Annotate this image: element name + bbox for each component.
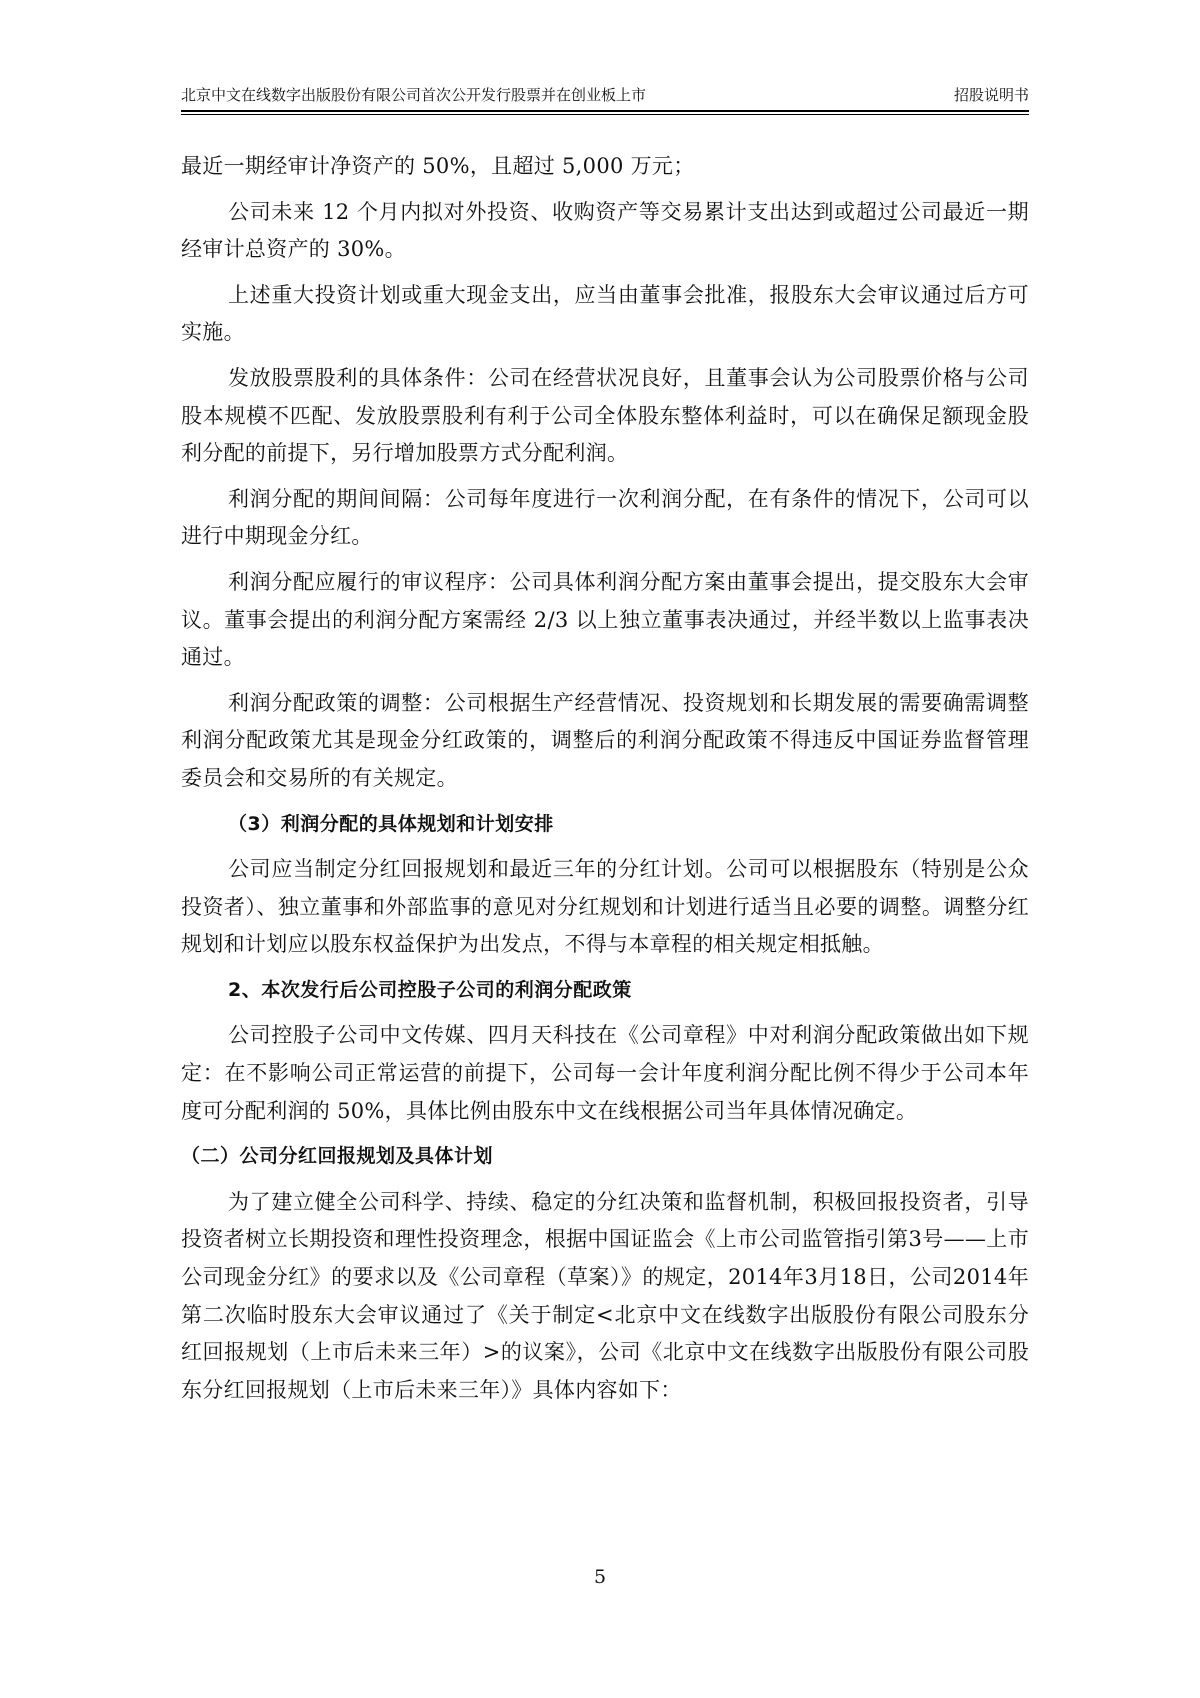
paragraph: 利润分配应履行的审议程序：公司具体利润分配方案由董事会提出，提交股东大会审议。董事会提出的利润分配方案需经 2/3 以上独立董事表决通过，并经半数以上监事表决通过。 <box>181 569 1029 670</box>
section-heading: 2、本次发行后公司控股子公司的利润分配政策 <box>228 978 632 1001</box>
paragraph: 公司应当制定分红回报规划和最近三年的分红计划。公司可以根据股东（特别是公众投资者）、独立董事和外部监事的意见对分红规划和计划进行适当且必要的调整。调整分红规划和计划应以股东权益保护为出发点，不得与本章程的相关规定相抵触。 <box>181 857 1029 957</box>
page-body <box>181 148 1029 1417</box>
paragraph-continued: 最近一期经审计净资产的 50%，且超过 5,000 万元； <box>181 154 695 178</box>
header-rule <box>181 110 1029 112</box>
paragraph: 利润分配的期间间隔：公司每年度进行一次利润分配，在有条件的情况下，公司可以进行中期现金分红。 <box>181 486 1029 549</box>
header-title: 北京中文在线数字出版股份有限公司首次公开发行股票并在创业板上市 <box>181 86 647 104</box>
paragraph: 上述重大投资计划或重大现金支出，应当由董事会批准，报股东大会审议通过后方可实施。 <box>181 282 1029 345</box>
paragraph: 为了建立健全公司科学、持续、稳定的分红决策和监督机制，积极回报投资者，引导投资者树立长期投资和理性投资理念，根据中国证监会《上市公司监管指引第3号——上市公司现金分红》的要求以及《公司章程（草案）》的规定，2014年3月18日，公司2014年第二次临时股东大会审议通过了《关于制定<北京中文在线数字出版股份有限公司股东分红回报规划（上市后未来三年）>的议案》，公司《北京中文在线数字出版股份有限公司股东分红回报规划（上市后未来三年）》具体内容如下： <box>181 1189 1029 1402</box>
header-rule-thin <box>181 114 1029 115</box>
paragraph: 发放股票股利的具体条件：公司在经营状况良好，且董事会认为公司股票价格与公司股本规模不匹配、发放股票股利有利于公司全体股东整体利益时，可以在确保足额现金股利分配的前提下，另行增加股票方式分配利润。 <box>181 365 1029 466</box>
paragraph: 公司未来 12 个月内拟对外投资、收购资产等交易累计支出达到或超过公司最近一期经审计总资产的 30%。 <box>181 199 1029 262</box>
section-heading: （二）公司分红回报规划及具体计划 <box>181 1145 494 1168</box>
page-number: 5 <box>593 1566 607 1588</box>
paragraph: 公司控股子公司中文传媒、四月天科技在《公司章程》中对利润分配政策做出如下规定：在不影响公司正常运营的前提下，公司每一会计年度利润分配比例不得少于公司本年度可分配利润的 50%，具体比例由股东中文在线根据公司当年具体情况确定。 <box>181 1023 1029 1123</box>
header-doc-type: 招股说明书 <box>953 86 1029 104</box>
paragraph: 利润分配政策的调整：公司根据生产经营情况、投资规划和长期发展的需要确需调整利润分配政策尤其是现金分红政策的，调整后的利润分配政策不得违反中国证券监督管理委员会和交易所的有关规定。 <box>181 690 1029 790</box>
section-heading: （3）利润分配的具体规划和计划安排 <box>228 812 554 835</box>
